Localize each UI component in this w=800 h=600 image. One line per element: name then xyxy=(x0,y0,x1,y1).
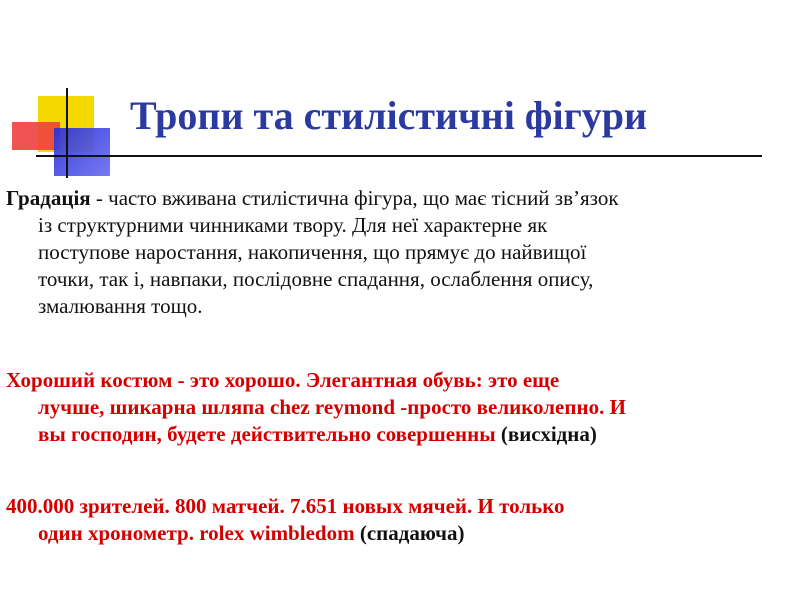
ascending-example xyxy=(6,367,796,448)
descending-label: (спадаюча) xyxy=(359,521,465,545)
definition-term: Градація xyxy=(6,186,91,210)
definition-line: із структурними чинниками твору. Для неї характерне як xyxy=(38,213,548,237)
descending-example xyxy=(6,493,796,547)
slide-title: Тропи та стилістичні фігури xyxy=(130,93,648,138)
example-text: вы господин, будете действительно совершенны xyxy=(38,422,501,446)
ascending-label: (висхідна) xyxy=(500,422,597,446)
example-line: лучше, шикарна шляпа chez reymond -просто великолепно. И xyxy=(38,395,626,419)
example-line: 400.000 зрителей. 800 матчей. 7.651 новых мячей. И только xyxy=(6,494,565,518)
definition-text: - часто вживана стилістична фігура, що має тісний зв’язок xyxy=(90,186,619,210)
example-line xyxy=(6,421,796,448)
definition-line: точки, так і, навпаки, послідовне спадання, ослаблення опису, xyxy=(38,267,594,291)
example-line: Хороший костюм - это хорошо. Элегантная обувь: это еще xyxy=(6,368,560,392)
title-underline xyxy=(36,155,762,157)
decor-blue-square xyxy=(54,128,110,176)
definition-line xyxy=(6,185,796,212)
example-text: один хронометр. rolex wimbledom xyxy=(38,521,360,545)
decor-vertical-line xyxy=(66,88,68,178)
example-line xyxy=(6,520,796,547)
definition-paragraph xyxy=(6,185,796,320)
definition-line: змалювання тощо. xyxy=(38,294,203,318)
definition-line: поступове наростання, накопичення, що прямує до найвищої xyxy=(38,240,587,264)
decor-red-rectangle xyxy=(12,122,60,150)
